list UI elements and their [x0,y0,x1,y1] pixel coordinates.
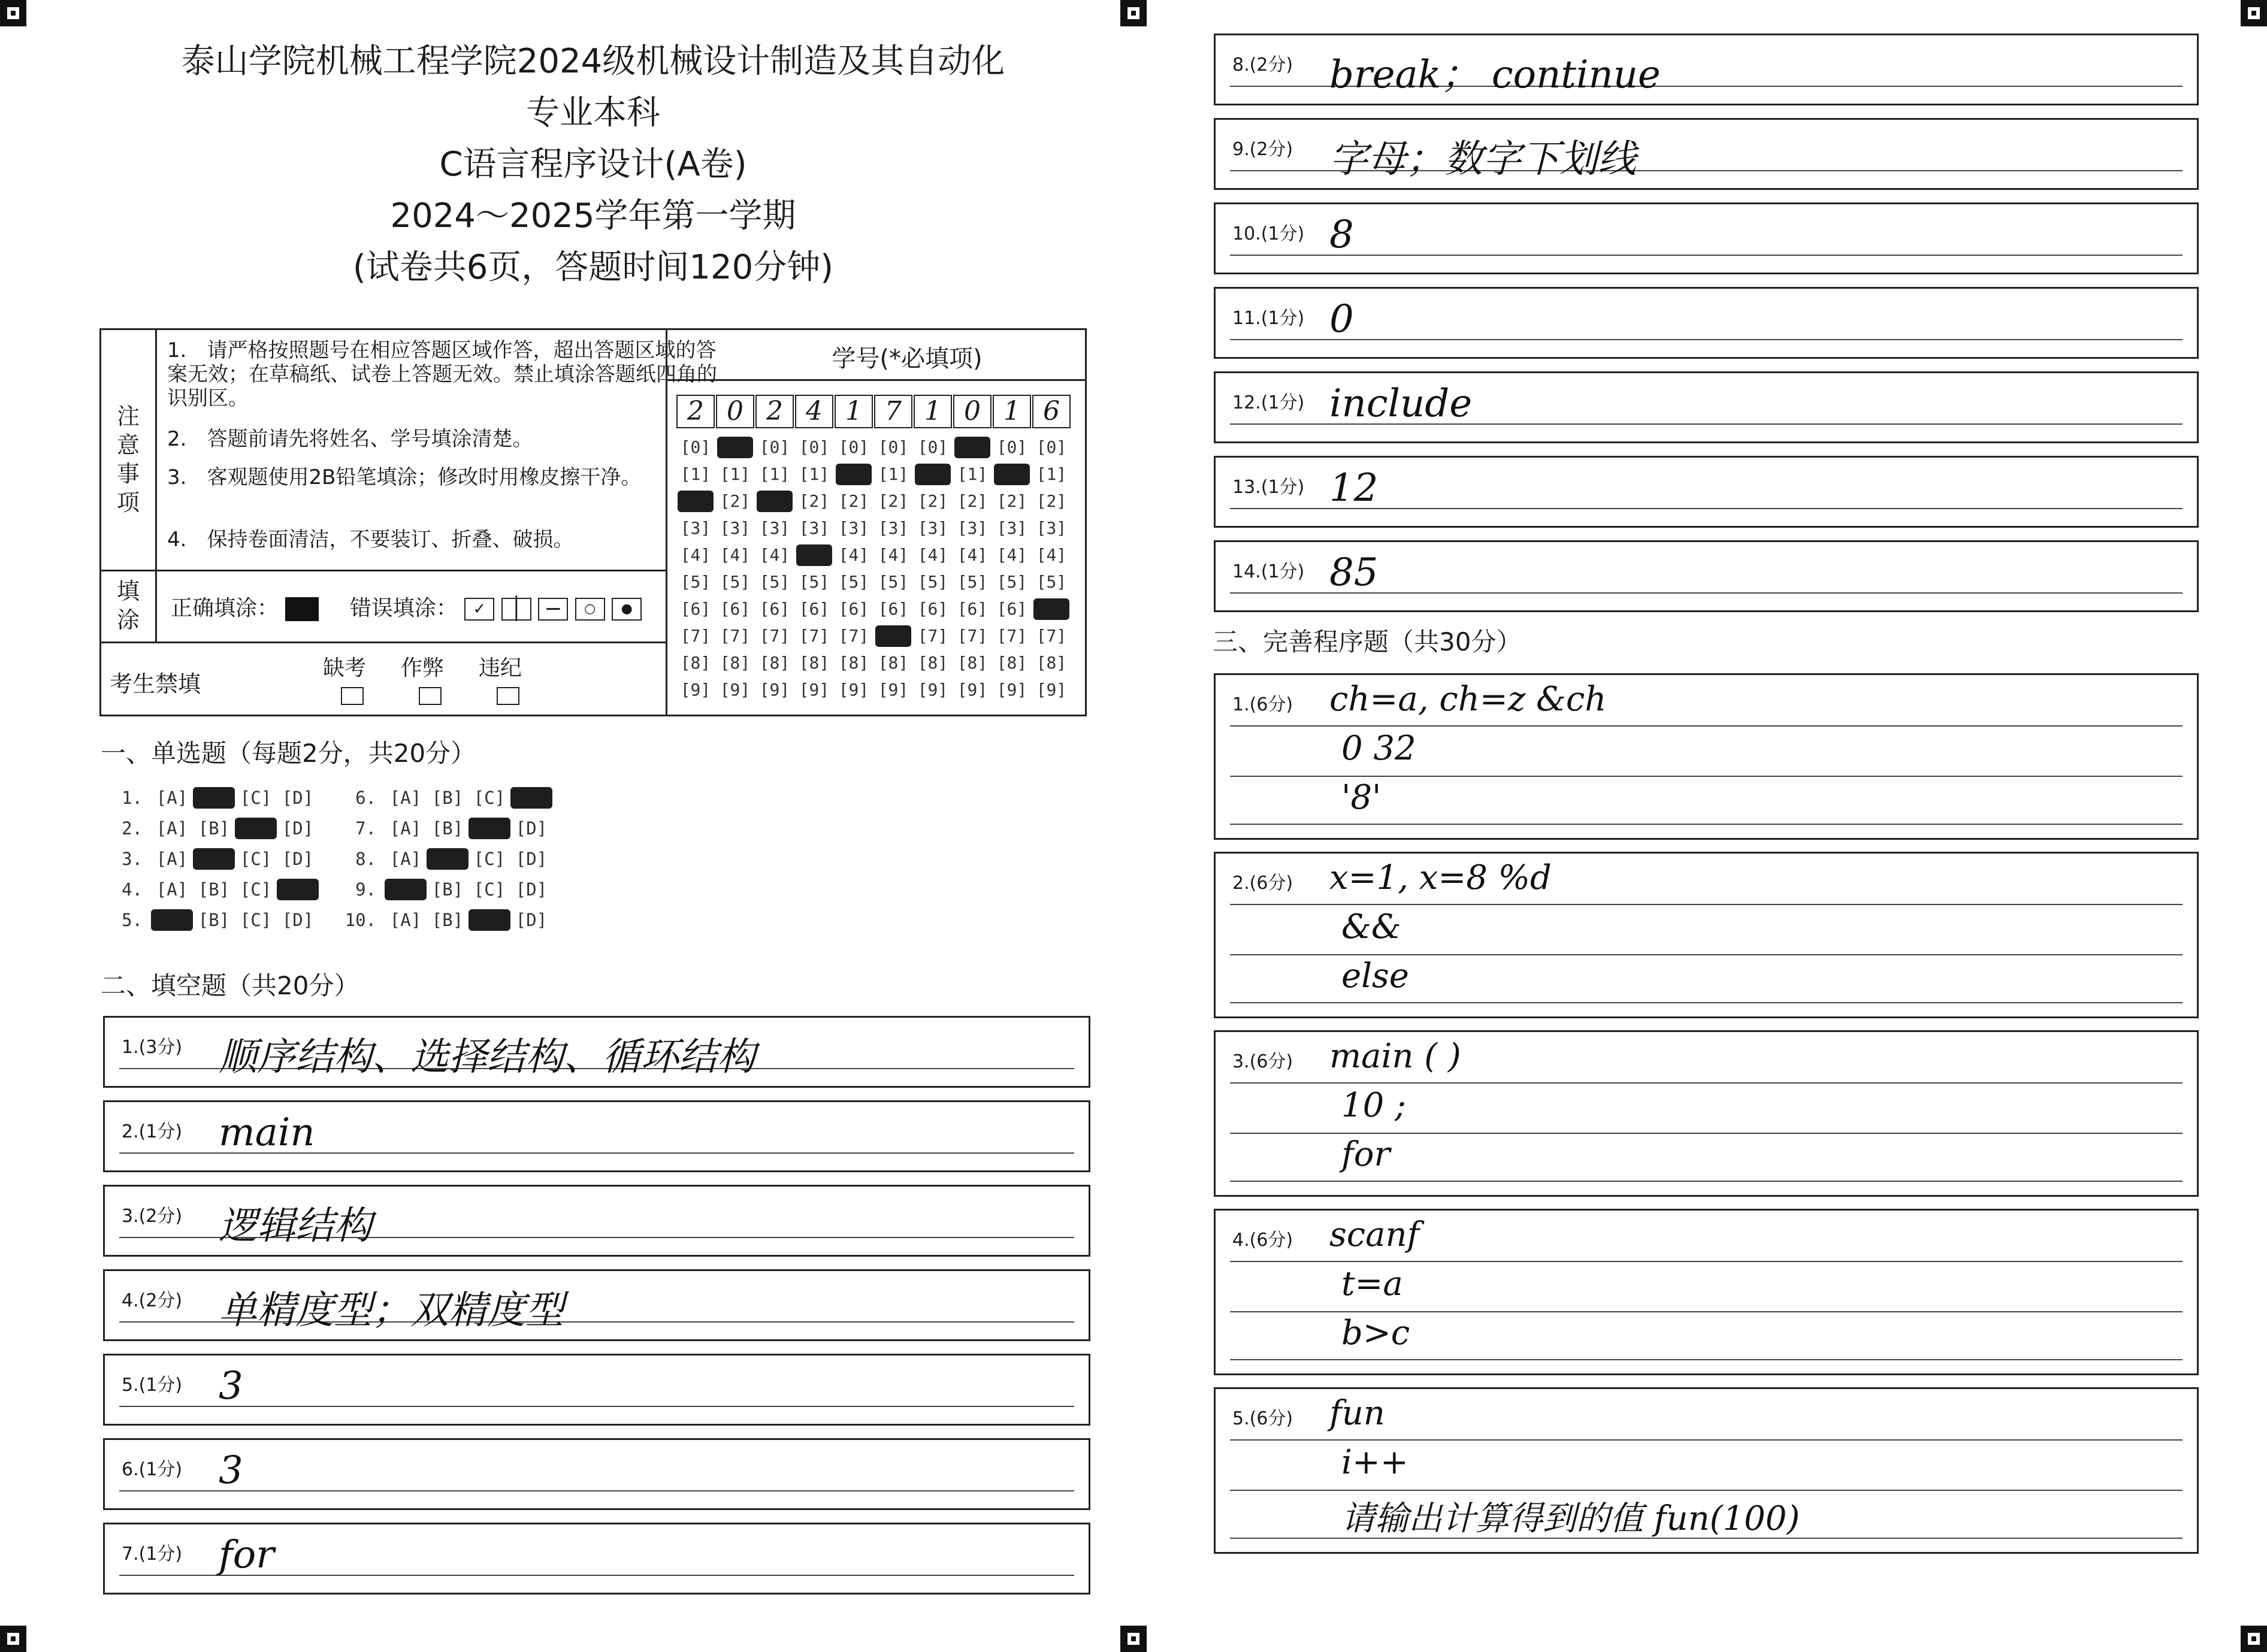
handwritten-program-answer: for [1341,1135,1391,1174]
answer-writing-line [1230,1002,2183,1003]
corner-marker-icon [2241,1626,2267,1652]
answer-writing-line [1230,904,2183,905]
fill-blank-label: 5.(1分) [122,1375,183,1396]
dash-mark-icon: − [538,598,568,621]
student-id-bubble[interactable]: [0] [759,437,790,457]
fill-blank-answer-box[interactable] [1214,456,2199,528]
student-id-bubble[interactable]: [6] [957,599,988,619]
dot-mark-icon: ● [612,598,642,621]
mc-option[interactable]: [D] [282,849,314,869]
handwritten-program-answer: main ( ) [1329,1037,1461,1076]
student-id-bubble-filled[interactable] [915,464,951,485]
student-id-bubble[interactable]: [4] [759,545,790,565]
mc-question-number: 7. [355,818,376,839]
mc-option[interactable]: [B] [198,879,230,900]
student-id-bubble[interactable]: [8] [957,653,988,673]
program-answer-box[interactable] [1214,1209,2199,1375]
student-id-bubble-filled[interactable] [757,491,793,512]
student-id-bubble[interactable]: [5] [878,572,909,592]
student-id-bubble[interactable]: [0] [1036,437,1067,457]
fill-blank-answer-box[interactable] [103,1354,1090,1426]
program-question-label: 2.(6分) [1232,873,1293,894]
student-id-bubble[interactable]: [7] [1036,626,1067,646]
mc-option[interactable]: [B] [431,879,464,900]
fill-guide-row [171,591,642,622]
exam-title-line-3: C语言程序设计(A卷) [439,145,747,184]
answer-writing-line [1230,1181,2183,1182]
program-answer-box[interactable] [1214,1387,2199,1554]
student-id-bubble[interactable]: [0] [917,437,948,457]
student-id-bubble[interactable]: [0] [838,437,869,457]
student-id-title: 学号(*必填项) [832,345,983,373]
mc-option[interactable]: [C] [240,788,272,808]
notice-item-3: 3. 客观题使用2B铅笔填涂；修改时用橡皮擦干净。 [167,465,642,489]
exam-title-line-5: (试卷共6页，答题时间120分钟) [352,248,834,287]
mc-option[interactable]: [D] [282,818,314,839]
student-id-bubble[interactable]: [7] [917,626,948,646]
handwritten-program-answer: scanf [1329,1215,1420,1254]
program-answer-box[interactable] [1214,852,2199,1018]
section1-title: 一、单选题（每题2分，共20分） [101,739,476,768]
student-id-bubble[interactable]: [8] [759,653,790,673]
answer-writing-line [1230,1490,2183,1491]
mc-question-number: 1. [122,788,143,808]
mc-question-number: 9. [355,879,376,900]
student-id-bubble[interactable]: [8] [917,653,948,673]
fill-blank-answer-box[interactable] [103,1185,1090,1257]
mc-question-row [107,879,319,900]
student-id-bubble[interactable]: [2] [1036,491,1067,511]
handwritten-program-answer: 请输出计算得到的值 fun(100) [1341,1499,1800,1538]
student-id-digit-box: 1 [914,395,952,428]
answer-writing-line [1230,1439,2183,1441]
handwritten-program-answer: ch=a, ch=z &ch [1329,680,1607,719]
student-id-bubble[interactable]: [7] [720,626,751,646]
student-id-digit-box: 1 [835,395,873,428]
student-id-bubble[interactable]: [7] [996,626,1027,646]
exam-title-line-2: 专业本科 [526,93,660,132]
student-id-bubble-filled[interactable] [796,544,832,566]
mc-option-filled[interactable] [235,818,277,839]
exam-title-line-1: 泰山学院机械工程学院2024级机械设计制造及其自动化 [181,42,1005,81]
fill-blank-answer-box[interactable] [103,1269,1090,1341]
fill-blank-answer-box[interactable] [103,1016,1090,1088]
mc-question-row [107,848,319,870]
mc-question-row [340,787,552,809]
exam-status-label: 考生禁填 [110,671,201,697]
handwritten-answer: 3 [219,1448,243,1493]
fill-blank-answer-box[interactable] [103,1523,1090,1594]
fill-blank-answer-box[interactable] [1214,540,2199,612]
mc-option[interactable]: [C] [473,849,506,869]
corner-marker-icon [0,0,26,26]
student-id-bubble[interactable]: [1] [1036,464,1067,484]
student-id-bubble[interactable]: [9] [720,680,751,700]
student-id-bubble[interactable]: [9] [799,680,830,700]
answer-writing-line [1230,824,2183,825]
student-id-bubble-filled[interactable] [678,491,714,512]
program-question-label: 5.(6分) [1232,1408,1293,1429]
student-id-bubble-filled[interactable] [875,625,911,647]
student-id-bubble[interactable]: [9] [996,680,1027,700]
handwritten-answer: 顺序结构、选择结构、循环结构 [219,1035,755,1079]
mc-option[interactable]: [A] [389,788,422,808]
corner-marker-icon [1120,0,1147,26]
fill-blank-label: 3.(2分) [122,1206,183,1227]
fill-guide-label: 填涂 [116,578,140,633]
handwritten-program-answer: 10 ; [1341,1086,1406,1125]
handwritten-program-answer: t=a [1341,1264,1403,1303]
student-id-bubble[interactable]: [6] [799,599,830,619]
fill-blank-answer-box[interactable] [1214,202,2199,274]
mc-option[interactable]: [D] [515,849,548,869]
student-id-bubble[interactable]: [9] [680,680,711,700]
program-question-label: 3.(6分) [1232,1051,1293,1072]
student-id-bubble[interactable]: [9] [957,680,988,700]
answer-writing-line [1230,725,2183,727]
notice-item-1: 1. 请严格按照题号在相应答题区域作答，超出答题区域的答案无效；在草稿纸、试卷上答题无效。禁止填涂答题纸四角的识别区。 [167,338,717,410]
fill-blank-label: 11.(1分) [1232,308,1305,329]
exam-title-line-4: 2024～2025学年第一学期 [390,196,796,235]
fill-blank-label: 8.(2分) [1232,55,1293,75]
corner-marker-icon [1120,1626,1147,1652]
answer-writing-line [1230,1311,2183,1312]
student-id-bubble[interactable]: [2] [996,491,1027,511]
mc-option-filled[interactable] [193,848,235,870]
student-id-bubble[interactable]: [4] [996,545,1027,565]
student-id-bubble[interactable]: [1] [720,464,751,484]
student-id-bubble[interactable]: [2] [799,491,830,511]
answer-writing-line [1230,954,2183,955]
mc-option[interactable]: [B] [431,910,464,930]
check-mark-icon: ✓ [464,598,494,621]
student-id-bubble[interactable]: [1] [957,464,988,484]
student-id-bubble[interactable]: [4] [878,545,909,565]
mc-question-row [107,818,319,839]
student-id-digit-box: 4 [795,395,833,428]
handwritten-answer: 字母；数字下划线 [1329,137,1636,181]
student-id-bubble[interactable]: [0] [680,437,711,457]
status-violation-label: 违纪 [479,656,522,680]
student-id-bubble[interactable]: [7] [838,626,869,646]
student-id-bubble[interactable]: [3] [759,518,790,538]
section3-title: 三、完善程序题（共30分） [1213,627,1522,656]
student-id-bubble[interactable]: [3] [720,518,751,538]
circle-mark-icon: ○ [575,598,605,621]
handwritten-answer: 12 [1329,466,1379,510]
student-id-bubble[interactable]: [8] [878,653,909,673]
student-id-bubble[interactable]: [9] [838,680,869,700]
student-id-bubble-filled[interactable] [1033,598,1069,620]
handwritten-answer: 0 [1329,297,1354,341]
student-id-bubble[interactable]: [1] [680,464,711,484]
student-id-bubble[interactable]: [3] [996,518,1027,538]
mc-option[interactable]: [D] [515,818,548,839]
student-id-bubble[interactable]: [8] [720,653,751,673]
status-absent-checkbox[interactable] [341,687,364,705]
notice-item-2: 2. 答题前请先将姓名、学号填涂清楚。 [167,427,533,451]
fill-blank-answer-box[interactable] [103,1100,1090,1172]
student-id-digit-box: 0 [953,395,992,428]
student-id-bubble[interactable]: [4] [957,545,988,565]
handwritten-answer: 85 [1329,550,1379,595]
mc-option[interactable]: [A] [389,849,422,869]
mc-option[interactable]: [A] [389,910,422,930]
student-id-bubble[interactable]: [5] [799,572,830,592]
student-id-bubble[interactable]: [2] [720,491,751,511]
notice-label: 注意事项 [116,403,140,516]
student-id-digit-box: 0 [716,395,754,428]
student-id-bubble[interactable]: [5] [957,572,988,592]
student-id-bubble[interactable]: [3] [917,518,948,538]
student-id-bubble[interactable]: [4] [838,545,869,565]
student-id-bubble[interactable]: [3] [878,518,909,538]
student-id-bubble[interactable]: [3] [838,518,869,538]
handwritten-answer: include [1329,382,1473,426]
student-id-bubble[interactable]: [1] [759,464,790,484]
handwritten-program-answer: i++ [1341,1443,1408,1482]
student-id-bubble[interactable]: [7] [759,626,790,646]
student-id-bubble[interactable]: [6] [917,599,948,619]
student-id-bubble[interactable]: [3] [1036,518,1067,538]
student-id-bubble[interactable]: [5] [720,572,751,592]
answer-writing-line [119,1406,1074,1407]
mc-question-row [340,909,552,931]
mc-option-filled[interactable] [277,879,319,900]
answer-writing-line [1230,1359,2183,1360]
student-id-bubble-filled[interactable] [994,464,1030,485]
fill-blank-label: 12.(1分) [1232,392,1305,413]
handwritten-program-answer: && [1341,907,1401,946]
mc-option-filled[interactable] [193,787,235,809]
student-id-bubble[interactable]: [6] [759,599,790,619]
mc-option[interactable]: [C] [240,879,272,900]
student-id-bubble[interactable]: [2] [917,491,948,511]
mc-option[interactable]: [A] [156,879,188,900]
student-id-bubble[interactable]: [5] [996,572,1027,592]
handwritten-answer: 8 [1329,213,1354,257]
fill-blank-label: 9.(2分) [1232,139,1293,160]
status-cheat-label: 作弊 [401,656,445,680]
fill-blank-label: 6.(1分) [122,1459,183,1480]
mc-option-filled[interactable] [468,818,510,839]
student-id-bubble-filled[interactable] [717,437,753,458]
mc-option[interactable]: [A] [156,788,188,808]
student-id-bubble[interactable]: [8] [1036,653,1067,673]
mc-question-number: 8. [355,849,376,869]
mc-option[interactable]: [A] [156,818,188,839]
student-id-bubble[interactable]: [5] [917,572,948,592]
fill-blank-label: 10.(1分) [1232,223,1305,244]
fill-blank-label: 4.(2分) [122,1290,183,1311]
student-id-bubble[interactable]: [6] [720,599,751,619]
mc-question-row [340,848,552,870]
program-answer-box[interactable] [1214,1030,2199,1197]
mc-question-number: 2. [122,818,143,839]
fill-blank-label: 13.(1分) [1232,477,1305,498]
mc-option[interactable]: [B] [198,818,230,839]
mc-question-row [107,909,319,931]
corner-marker-icon [0,1626,26,1652]
mc-option-filled[interactable] [468,909,510,931]
fill-blank-label: 14.(1分) [1232,561,1305,582]
student-id-digit-box: 6 [1032,395,1071,428]
handwritten-answer: 单精度型；双精度型 [219,1288,564,1333]
program-question-label: 1.(6分) [1232,694,1293,715]
mc-option[interactable]: [C] [473,879,506,900]
student-id-bubble[interactable]: [6] [838,599,869,619]
student-id-bubble[interactable]: [5] [759,572,790,592]
answer-writing-line [1230,776,2183,777]
mc-option[interactable]: [C] [473,788,506,808]
mc-question-number: 10. [344,910,376,930]
handwritten-program-answer: b>c [1341,1314,1410,1353]
student-id-bubble[interactable]: [1] [799,464,830,484]
student-id-bubble[interactable]: [2] [838,491,869,511]
program-answer-box[interactable] [1214,673,2199,840]
fill-blank-answer-box[interactable] [1214,287,2199,359]
mc-option[interactable]: [D] [515,910,548,930]
mc-option[interactable]: [C] [240,849,272,869]
student-id-bubble[interactable]: [7] [957,626,988,646]
student-id-bubble[interactable]: [8] [996,653,1027,673]
fill-blank-answer-box[interactable] [103,1438,1090,1510]
mc-question-number: 6. [355,788,376,808]
student-id-bubble[interactable]: [3] [799,518,830,538]
student-id-bubble[interactable]: [5] [1036,572,1067,592]
student-id-bubble[interactable]: [0] [996,437,1027,457]
fill-blank-answer-box[interactable] [1214,118,2199,190]
notice-item-4: 4. 保持卷面清洁，不要装订、折叠、破损。 [167,528,574,552]
student-id-bubble[interactable]: [9] [1036,680,1067,700]
fill-blank-label: 2.(1分) [122,1121,183,1142]
fill-blank-answer-box[interactable] [1214,34,2199,105]
status-cheat-checkbox[interactable] [419,687,442,705]
answer-writing-line [1230,339,2183,340]
corner-marker-icon [2241,0,2267,26]
mc-option-filled[interactable] [427,848,468,870]
wrong-fill-label: 错误填涂： [349,596,458,621]
correct-fill-label: 正确填涂： [171,596,279,621]
student-id-bubble[interactable]: [7] [799,626,830,646]
handwritten-answer: break； continue [1329,53,1661,97]
fill-blank-answer-box[interactable] [1214,371,2199,443]
student-id-bubble[interactable]: [9] [759,680,790,700]
fill-blank-label: 1.(3分) [122,1037,183,1058]
student-id-bubble[interactable]: [8] [680,653,711,673]
handwritten-answer: 逻辑结构 [219,1204,372,1248]
mc-option[interactable]: [D] [515,879,548,900]
student-id-bubble[interactable]: [6] [878,599,909,619]
fill-blank-label: 7.(1分) [122,1544,183,1565]
mc-option[interactable]: [B] [431,788,464,808]
answer-writing-line [119,1490,1074,1491]
student-id-bubble[interactable]: [4] [917,545,948,565]
mc-option[interactable]: [C] [240,910,272,930]
mc-option-filled[interactable] [510,787,552,809]
mc-question-number: 3. [122,849,143,869]
student-id-bubble[interactable]: [3] [680,518,711,538]
student-id-bubble[interactable]: [8] [838,653,869,673]
mc-option-filled[interactable] [151,909,193,931]
student-id-bubble[interactable]: [0] [878,437,909,457]
mc-question-number: 5. [122,910,143,930]
status-violation-checkbox[interactable] [497,687,519,705]
student-id-bubble[interactable]: [1] [878,464,909,484]
student-id-digit-box: 1 [993,395,1031,428]
student-id-bubble[interactable]: [5] [838,572,869,592]
mc-option[interactable]: [D] [282,910,314,930]
student-id-bubble-filled[interactable] [836,464,872,485]
mc-question-row [340,818,552,839]
mc-question-row [107,787,319,809]
status-absent-label: 缺考 [323,656,367,680]
mc-option[interactable]: [A] [389,818,422,839]
student-id-bubble[interactable]: [0] [799,437,830,457]
student-id-digit-box: 2 [676,395,715,428]
student-id-bubble[interactable]: [6] [680,599,711,619]
mc-question-row [340,879,552,900]
student-id-digit-box: 2 [755,395,794,428]
student-id-bubble[interactable]: [2] [878,491,909,511]
answer-writing-line [1230,1261,2183,1262]
student-id-bubble[interactable]: [5] [680,572,711,592]
student-id-bubble[interactable]: [9] [917,680,948,700]
handwritten-answer: main [219,1111,315,1155]
mc-option[interactable]: [A] [156,849,188,869]
student-id-bubble-filled[interactable] [954,437,990,458]
program-question-label: 4.(6分) [1232,1230,1293,1251]
mc-question-number: 4. [122,879,143,900]
answer-writing-line [1230,255,2183,256]
student-id-bubble[interactable]: [6] [996,599,1027,619]
student-id-bubble[interactable]: [4] [680,545,711,565]
mc-option[interactable]: [B] [198,910,230,930]
correct-fill-sample-icon [285,597,319,621]
handwritten-program-answer: x=1, x=8 %d [1329,858,1552,897]
student-id-digit-box: 7 [874,395,912,428]
student-id-bubble[interactable]: [2] [957,491,988,511]
handwritten-program-answer: '8' [1341,778,1382,817]
answer-writing-line [1230,1082,2183,1084]
handwritten-program-answer: else [1341,957,1409,996]
handwritten-answer: for [219,1533,274,1577]
mc-option[interactable]: [D] [282,788,314,808]
answer-writing-line [1230,1133,2183,1134]
student-id-bubble[interactable]: [4] [1036,545,1067,565]
student-id-bubble[interactable]: [8] [799,653,830,673]
section2-title: 二、填空题（共20分） [101,971,359,1000]
mc-option[interactable]: [B] [431,818,464,839]
handwritten-program-answer: 0 32 [1341,729,1416,768]
student-id-bubble[interactable]: [4] [720,545,751,565]
header-info-table [99,328,1087,716]
student-id-bubble[interactable]: [3] [957,518,988,538]
student-id-bubble[interactable]: [9] [878,680,909,700]
student-id-bubble[interactable]: [7] [680,626,711,646]
handwritten-answer: 3 [219,1364,243,1408]
bar-mark-icon: │ [501,598,531,621]
mc-option-filled[interactable] [385,879,427,900]
handwritten-program-answer: fun [1329,1394,1385,1433]
